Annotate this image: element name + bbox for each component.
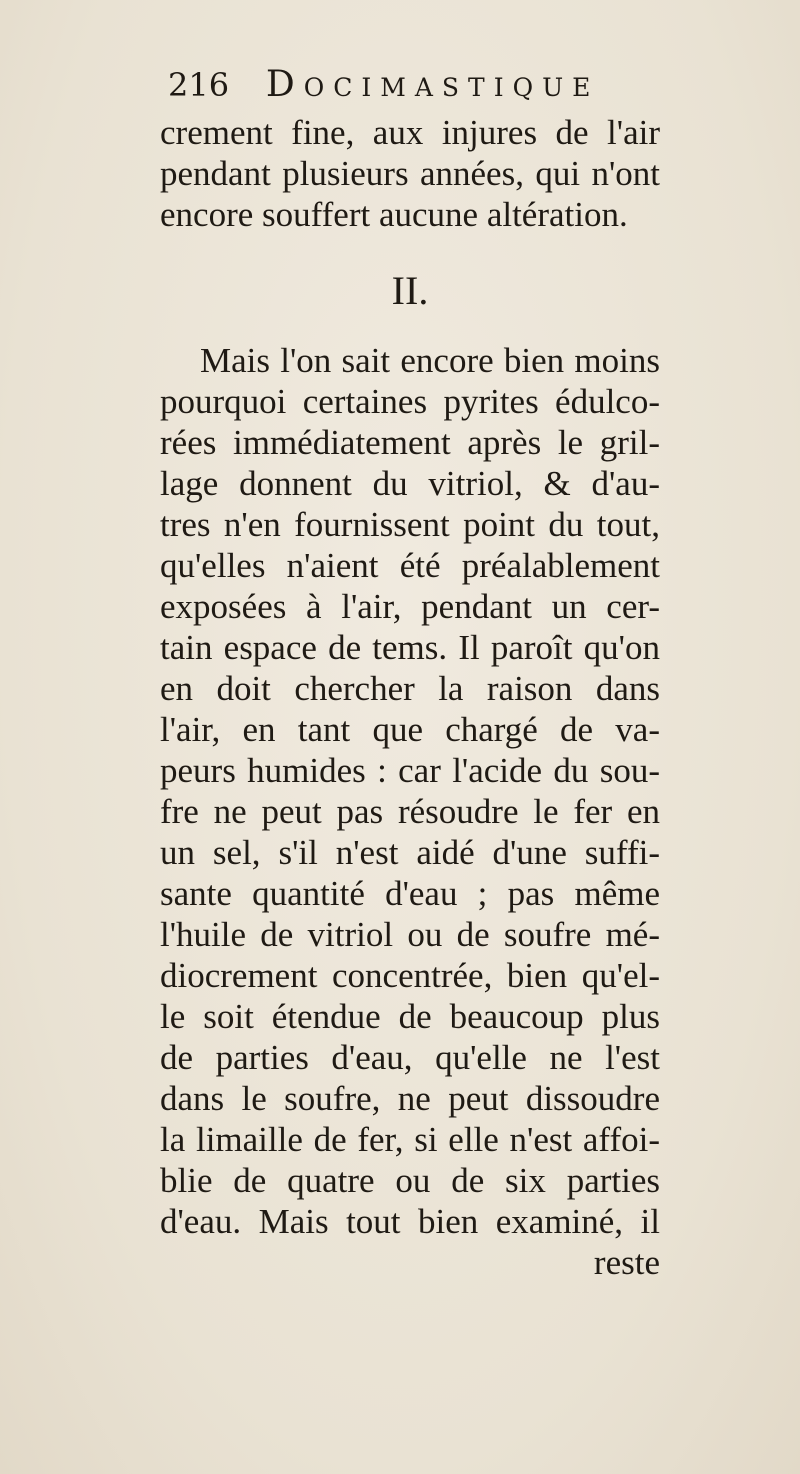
- text-line: lage donnent du vitriol, & d'au-: [160, 464, 660, 503]
- text-line: Mais l'on sait encore bien moins: [200, 341, 660, 380]
- text-line: tain espace de tems. Il paroît qu'on: [160, 628, 660, 667]
- text-line: l'huile de vitriol ou de soufre mé-: [160, 915, 660, 954]
- text-line: crement fine, aux injures de l'air: [160, 113, 660, 152]
- text-line: fre ne peut pas résoudre le fer en: [160, 792, 660, 831]
- section-number: II.: [391, 268, 429, 313]
- text-line: un sel, s'il n'est aidé d'une suffi-: [160, 833, 660, 872]
- text-line: pendant plusieurs années, qui n'ont: [160, 154, 660, 193]
- text-line: blie de quatre ou de six parties: [160, 1161, 660, 1200]
- page-header: [168, 62, 668, 108]
- text-line: encore souffert aucune altération.: [160, 195, 628, 234]
- text-line: d'eau. Mais tout bien examiné, il: [160, 1202, 660, 1241]
- text-line: la limaille de fer, si elle n'est affoi-: [160, 1120, 660, 1159]
- running-title: Docimastique: [265, 64, 600, 105]
- text-line: pourquoi certaines pyrites édulco-: [160, 382, 660, 421]
- text-line: l'air, en tant que chargé de va-: [160, 710, 660, 749]
- text-line: tres n'en fournissent point du tout,: [160, 505, 660, 544]
- text-line: en doit chercher la raison dans: [160, 669, 660, 708]
- text-line: qu'elles n'aient été préalablement: [160, 546, 660, 585]
- catchword: reste: [593, 1243, 660, 1282]
- text-line: dans le soufre, ne peut dissoudre: [160, 1079, 660, 1118]
- text-line: de parties d'eau, qu'elle ne l'est: [160, 1038, 660, 1077]
- paragraph-continued: [160, 112, 660, 235]
- text-line: le soit étendue de beaucoup plus: [160, 997, 660, 1036]
- text-line: exposées à l'air, pendant un cer-: [160, 587, 660, 626]
- text-line: diocrement concentrée, bien qu'el-: [160, 956, 660, 995]
- text-line: rées immédiatement après le gril-: [160, 423, 660, 462]
- paragraph-main: [160, 340, 660, 1283]
- page-number: 216: [168, 66, 230, 104]
- text-line: sante quantité d'eau ; pas même: [160, 874, 660, 913]
- text-line: peurs humides : car l'acide du sou-: [160, 751, 660, 790]
